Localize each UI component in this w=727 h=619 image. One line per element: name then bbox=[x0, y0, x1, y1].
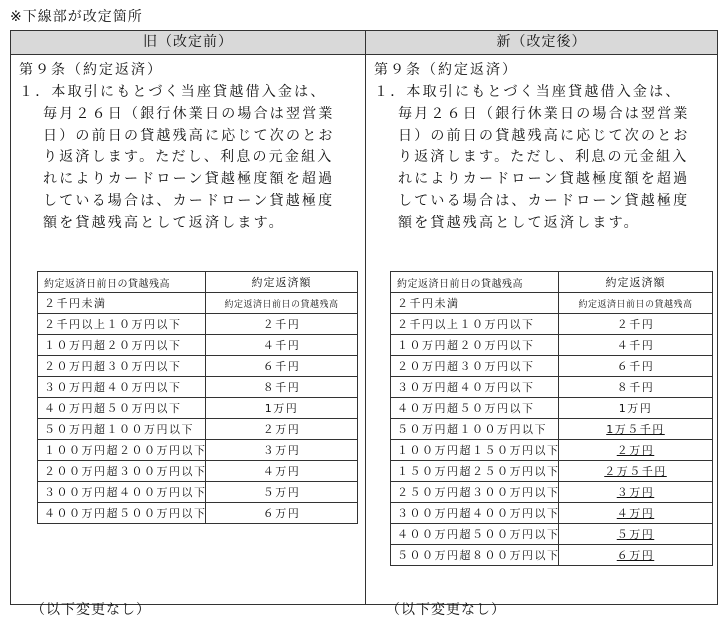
paragraph-line: 額を貸越残高として返済します。 bbox=[43, 214, 285, 231]
balance-range: ４００万円超５００万円以下 bbox=[391, 524, 559, 545]
column-divider bbox=[365, 55, 366, 604]
paragraph-line: している場合は、カードローン貸越極度 bbox=[43, 192, 335, 209]
balance-range: ３０万円超４０万円以下 bbox=[391, 377, 559, 398]
repayment-amount: ４千円 bbox=[559, 335, 713, 356]
header-amount: 約定返済額 bbox=[206, 272, 358, 293]
repayment-amount: 1万円 bbox=[206, 398, 358, 419]
repayment-amount bbox=[559, 440, 713, 461]
repayment-amount: ３万円 bbox=[206, 440, 358, 461]
repayment-amount: ２千円 bbox=[206, 314, 358, 335]
balance-range: １０万円超２０万円以下 bbox=[391, 335, 559, 356]
balance-range: ５００万円超８００万円以下 bbox=[391, 545, 559, 566]
balance-range: ２５０万円超３００万円以下 bbox=[391, 482, 559, 503]
repayment-amount bbox=[559, 524, 713, 545]
repayment-amount bbox=[559, 461, 713, 482]
repayment-amount: ２万円 bbox=[206, 419, 358, 440]
repayment-amount: ６千円 bbox=[559, 356, 713, 377]
table-row bbox=[391, 461, 713, 482]
paragraph-line: １．本取引にもとづく当座貸越借入金は、 bbox=[374, 84, 682, 100]
paragraph-line: している場合は、カードローン貸越極度 bbox=[398, 192, 690, 209]
old-column-heading: 旧（改定前） bbox=[11, 31, 366, 55]
table-row bbox=[391, 398, 713, 419]
balance-range: ４０万円超５０万円以下 bbox=[38, 398, 206, 419]
table-row bbox=[391, 377, 713, 398]
balance-range: １５０万円超２５０万円以下 bbox=[391, 461, 559, 482]
article-title: 第９条（約定返済） bbox=[374, 62, 518, 78]
balance-range: ２千円未満 bbox=[391, 293, 559, 314]
paragraph-line: れによりカードローン貸越極度額を超過 bbox=[43, 171, 335, 188]
table-row bbox=[391, 419, 713, 440]
repayment-amount: ４千円 bbox=[206, 335, 358, 356]
repayment-amount: ２千円 bbox=[559, 314, 713, 335]
table-row bbox=[38, 398, 358, 419]
paragraph-line: 額を貸越残高として返済します。 bbox=[398, 214, 640, 231]
changed-amount: ６万円 bbox=[616, 549, 655, 562]
table-row bbox=[391, 482, 713, 503]
balance-range: ２千円未満 bbox=[38, 293, 206, 314]
repayment-amount bbox=[559, 482, 713, 503]
table-row bbox=[38, 356, 358, 377]
table-row bbox=[38, 461, 358, 482]
table-row bbox=[391, 524, 713, 545]
balance-range: ５０万円超１００万円以下 bbox=[391, 419, 559, 440]
comparison-table bbox=[10, 30, 718, 618]
changed-amount: ５万円 bbox=[616, 528, 655, 541]
table-row bbox=[38, 482, 358, 503]
repayment-amount: 約定返済日前日の貸越残高 bbox=[559, 293, 713, 314]
table-header-row bbox=[38, 272, 358, 293]
unchanged-note: （以下変更なし） bbox=[31, 602, 151, 618]
balance-range: １００万円超２００万円以下 bbox=[38, 440, 206, 461]
repayment-amount: ８千円 bbox=[206, 377, 358, 398]
table-row bbox=[391, 503, 713, 524]
table-row bbox=[391, 356, 713, 377]
paragraph-line: 毎月２６日（銀行休業日の場合は翌営業 bbox=[43, 105, 335, 122]
table-row bbox=[38, 293, 358, 314]
paragraph-line: り返済します。ただし、利息の元金組入 bbox=[43, 149, 334, 166]
table-row bbox=[38, 503, 358, 524]
balance-range: ３００万円超４００万円以下 bbox=[391, 503, 559, 524]
changed-amount: ４万円 bbox=[616, 507, 655, 520]
repayment-amount bbox=[559, 503, 713, 524]
changed-amount: 1万５千円 bbox=[606, 423, 665, 436]
balance-range: ３００万円超４００万円以下 bbox=[38, 482, 206, 503]
balance-range: ２千円以上１０万円以下 bbox=[391, 314, 559, 335]
table-row bbox=[391, 335, 713, 356]
table-header-row bbox=[391, 272, 713, 293]
header-balance: 約定返済日前日の貸越残高 bbox=[391, 272, 559, 293]
table-row bbox=[38, 335, 358, 356]
changed-amount: ３万円 bbox=[616, 486, 655, 499]
table-row bbox=[38, 440, 358, 461]
balance-range: ３０万円超４０万円以下 bbox=[38, 377, 206, 398]
table-row bbox=[38, 419, 358, 440]
repayment-amount: ４万円 bbox=[206, 461, 358, 482]
balance-range: ２０万円超３０万円以下 bbox=[391, 356, 559, 377]
balance-range: ４００万円超５００万円以下 bbox=[38, 503, 206, 524]
repayment-table bbox=[37, 271, 358, 524]
balance-range: １００万円超１５０万円以下 bbox=[391, 440, 559, 461]
changed-amount: ２万５千円 bbox=[604, 465, 667, 478]
balance-range: ５０万円超１００万円以下 bbox=[38, 419, 206, 440]
repayment-amount: ６万円 bbox=[206, 503, 358, 524]
revision-note: ※下線部が改定箇所 bbox=[10, 9, 143, 25]
article-title: 第９条（約定返済） bbox=[19, 62, 163, 78]
table-row bbox=[38, 377, 358, 398]
table-row bbox=[38, 314, 358, 335]
new-column-heading: 新（改定後） bbox=[366, 31, 717, 55]
table-row bbox=[391, 545, 713, 566]
paragraph-line: り返済します。ただし、利息の元金組入 bbox=[398, 149, 689, 166]
balance-range: １０万円超２０万円以下 bbox=[38, 335, 206, 356]
repayment-amount: ６千円 bbox=[206, 356, 358, 377]
repayment-amount bbox=[559, 545, 713, 566]
paragraph-line: 日）の前日の貸越残高に応じて次のとお bbox=[398, 127, 690, 144]
balance-range: ４０万円超５０万円以下 bbox=[391, 398, 559, 419]
repayment-amount: ８千円 bbox=[559, 377, 713, 398]
balance-range: ２００万円超３００万円以下 bbox=[38, 461, 206, 482]
header-balance: 約定返済日前日の貸越残高 bbox=[38, 272, 206, 293]
changed-amount: ２万円 bbox=[616, 444, 655, 457]
repayment-amount: ５万円 bbox=[206, 482, 358, 503]
paragraph-line: 毎月２６日（銀行休業日の場合は翌営業 bbox=[398, 105, 690, 122]
repayment-table bbox=[390, 271, 713, 566]
repayment-amount: 約定返済日前日の貸越残高 bbox=[206, 293, 358, 314]
balance-range: ２千円以上１０万円以下 bbox=[38, 314, 206, 335]
repayment-amount bbox=[559, 419, 713, 440]
header-amount: 約定返済額 bbox=[559, 272, 713, 293]
table-row bbox=[391, 314, 713, 335]
unchanged-note: （以下変更なし） bbox=[386, 602, 506, 618]
article-paragraph bbox=[19, 82, 354, 235]
article-paragraph bbox=[374, 82, 709, 235]
paragraph-line: 日）の前日の貸越残高に応じて次のとお bbox=[43, 127, 335, 144]
paragraph-line: １．本取引にもとづく当座貸越借入金は、 bbox=[19, 84, 327, 100]
table-row bbox=[391, 440, 713, 461]
balance-range: ２０万円超３０万円以下 bbox=[38, 356, 206, 377]
repayment-amount: 1万円 bbox=[559, 398, 713, 419]
table-row bbox=[391, 293, 713, 314]
paragraph-line: れによりカードローン貸越極度額を超過 bbox=[398, 171, 690, 188]
